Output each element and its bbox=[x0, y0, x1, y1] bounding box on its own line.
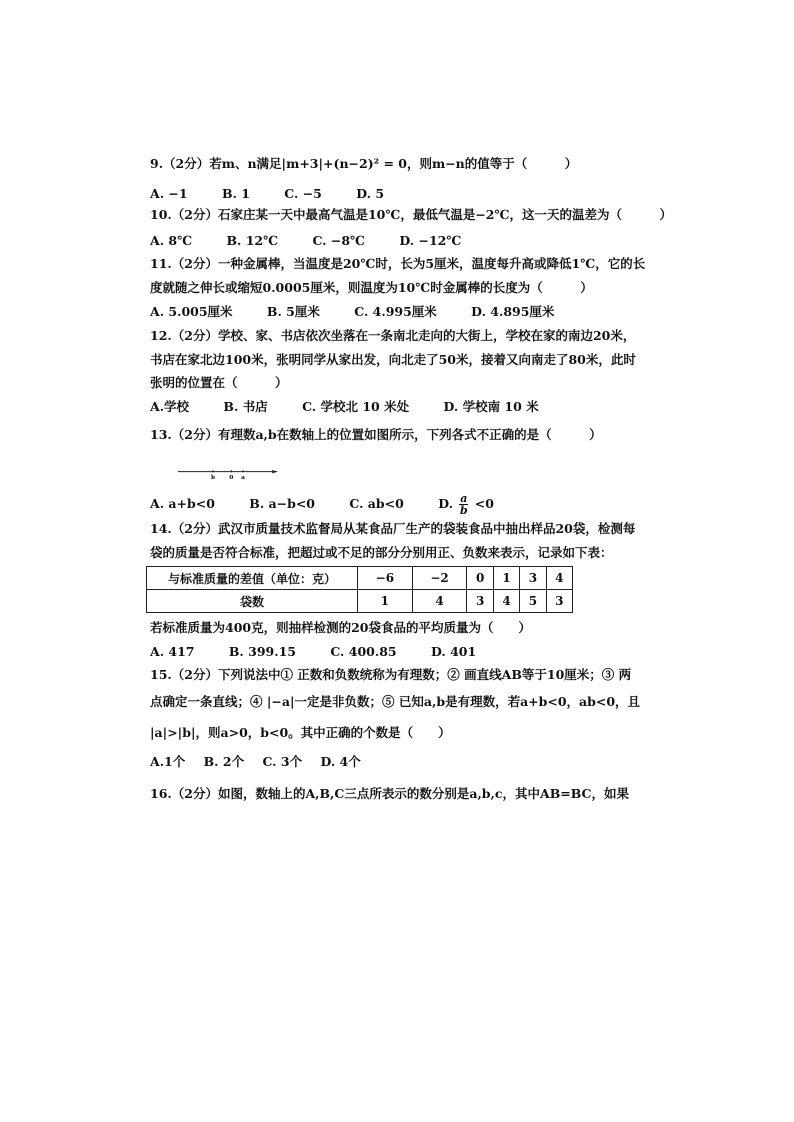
option-b: B. 399.15 bbox=[228, 644, 296, 659]
option-b: B. 书店 bbox=[223, 399, 268, 414]
option-b: B. a−b<0 bbox=[249, 496, 316, 511]
table-cell: −6 bbox=[358, 567, 413, 590]
question-15-options bbox=[150, 754, 391, 770]
table-cell: 4 bbox=[493, 590, 519, 613]
option-c: C. 4.995厘米 bbox=[354, 304, 437, 319]
question-14-options bbox=[150, 644, 506, 660]
fraction-numerator: a bbox=[460, 492, 468, 505]
table-cell: 4 bbox=[412, 590, 467, 613]
option-a: A.学校 bbox=[150, 399, 190, 414]
option-c: C. ab<0 bbox=[349, 496, 404, 511]
table-cell: 1 bbox=[493, 567, 519, 590]
fraction-denominator: b bbox=[460, 504, 468, 517]
option-d: D. −12℃ bbox=[399, 233, 462, 248]
question-15-stem-line1: 15.（2分）下列说法中① 正数和负数统称为有理数；② 画直线AB等于10厘米；③ 两 bbox=[150, 667, 632, 682]
question-11-stem-line1: 11.（2分）一种金属棒，当温度是20℃时，长为5厘米，温度每升高或降低1℃，它的长 bbox=[150, 256, 646, 271]
option-a: A. 5.005厘米 bbox=[150, 304, 233, 319]
question-15-stem-line2: 点确定一条直线；④ |−a|一定是非负数；⑤ 已知a,b是有理数，若a+b<0，ab<0，且 bbox=[150, 694, 641, 709]
option-d-suffix: <0 bbox=[474, 496, 494, 511]
option-a: A. 8℃ bbox=[150, 233, 193, 248]
data-table bbox=[146, 566, 573, 613]
option-c: C. −5 bbox=[284, 186, 322, 201]
table-cell: 3 bbox=[520, 567, 546, 590]
question-15-stem-line3: |a|>|b|，则a>0，b<0。其中正确的个数是（ ） bbox=[150, 725, 451, 740]
question-11-stem-line2: 度就随之伸长或缩短0.0005厘米，则温度为10℃时金属棒的长度为（ ） bbox=[150, 280, 593, 295]
number-line-figure bbox=[168, 470, 288, 480]
option-d: D. 5 bbox=[356, 186, 385, 201]
table-header-cell: 与标准质量的差值（单位：克） bbox=[147, 567, 358, 590]
question-13-options bbox=[150, 493, 524, 516]
option-a: A. −1 bbox=[150, 186, 188, 201]
option-d-prefix: D. bbox=[438, 496, 453, 511]
question-9-options bbox=[150, 186, 414, 202]
question-12-options bbox=[150, 399, 569, 415]
question-12-stem-line2: 书店在家北边100米，张明同学从家出发，向北走了50米，接着又向南走了80米，此时 bbox=[150, 352, 636, 367]
option-c: C. 学校北 10 米处 bbox=[302, 399, 410, 414]
table-row bbox=[147, 567, 573, 590]
option-b: B. 1 bbox=[221, 186, 250, 201]
option-c: C. 3个 bbox=[262, 754, 303, 769]
option-b: B. 12℃ bbox=[226, 233, 279, 248]
question-14-after-table: 若标准质量为400克，则抽样检测的20袋食品的平均质量为（ ） bbox=[150, 620, 531, 635]
question-12-stem-line3: 张明的位置在（ ） bbox=[150, 375, 288, 390]
question-12-stem-line1: 12.（2分）学校、家、书店依次坐落在一条南北走向的大街上，学校在家的南边20米， bbox=[150, 328, 636, 343]
option-c: C. −8℃ bbox=[312, 233, 366, 248]
axis-label-zero: 0 bbox=[229, 475, 234, 480]
table-row bbox=[147, 590, 573, 613]
question-9-stem: 9.（2分）若m、n满足|m+3|+(n−2)² = 0，则m−n的值等于（ ） bbox=[150, 156, 578, 171]
question-16-stem: 16.（2分）如图，数轴上的A,B,C三点所表示的数分别是a,b,c，其中AB=BC，如果 bbox=[150, 786, 629, 801]
option-d: D. 401 bbox=[430, 644, 477, 659]
option-d: D. 学校南 10 米 bbox=[443, 399, 539, 414]
table-cell: 4 bbox=[546, 567, 572, 590]
option-b: B. 5厘米 bbox=[266, 304, 320, 319]
table-cell: −2 bbox=[412, 567, 467, 590]
question-14-stem-line2: 袋的质量是否符合标准，把超过或不足的部分分别用正、负数来表示，记录如下表： bbox=[150, 545, 613, 560]
option-b: B. 2个 bbox=[203, 754, 245, 769]
table-cell: 3 bbox=[467, 590, 493, 613]
question-10-options bbox=[150, 233, 491, 249]
axis-label-b: b bbox=[210, 475, 216, 480]
question-11-options bbox=[150, 304, 584, 320]
option-d: D. 4个 bbox=[320, 754, 361, 769]
option-c: C. 400.85 bbox=[330, 644, 397, 659]
option-a: A.1个 bbox=[150, 754, 186, 769]
question-10-stem: 10.（2分）石家庄某一天中最高气温是10℃，最低气温是−2℃，这一天的温差为（ ） bbox=[150, 207, 672, 222]
option-d bbox=[438, 493, 494, 516]
table-cell: 3 bbox=[546, 590, 572, 613]
question-13-stem: 13.（2分）有理数a,b在数轴上的位置如图所示，下列各式不正确的是（ ） bbox=[150, 427, 602, 442]
table-cell: 0 bbox=[467, 567, 493, 590]
question-14-stem-line1: 14.（2分）武汉市质量技术监督局从某食品厂生产的袋装食品中抽出样品20袋，检测每 bbox=[150, 521, 636, 536]
table-cell: 5 bbox=[520, 590, 546, 613]
option-a: A. a+b<0 bbox=[150, 496, 215, 511]
option-a: A. 417 bbox=[150, 644, 195, 659]
table-header-cell: 袋数 bbox=[147, 590, 358, 613]
table-cell: 1 bbox=[358, 590, 413, 613]
option-d-fraction bbox=[459, 493, 468, 516]
axis-label-a: a bbox=[241, 475, 245, 480]
option-d: D. 4.895厘米 bbox=[471, 304, 555, 319]
